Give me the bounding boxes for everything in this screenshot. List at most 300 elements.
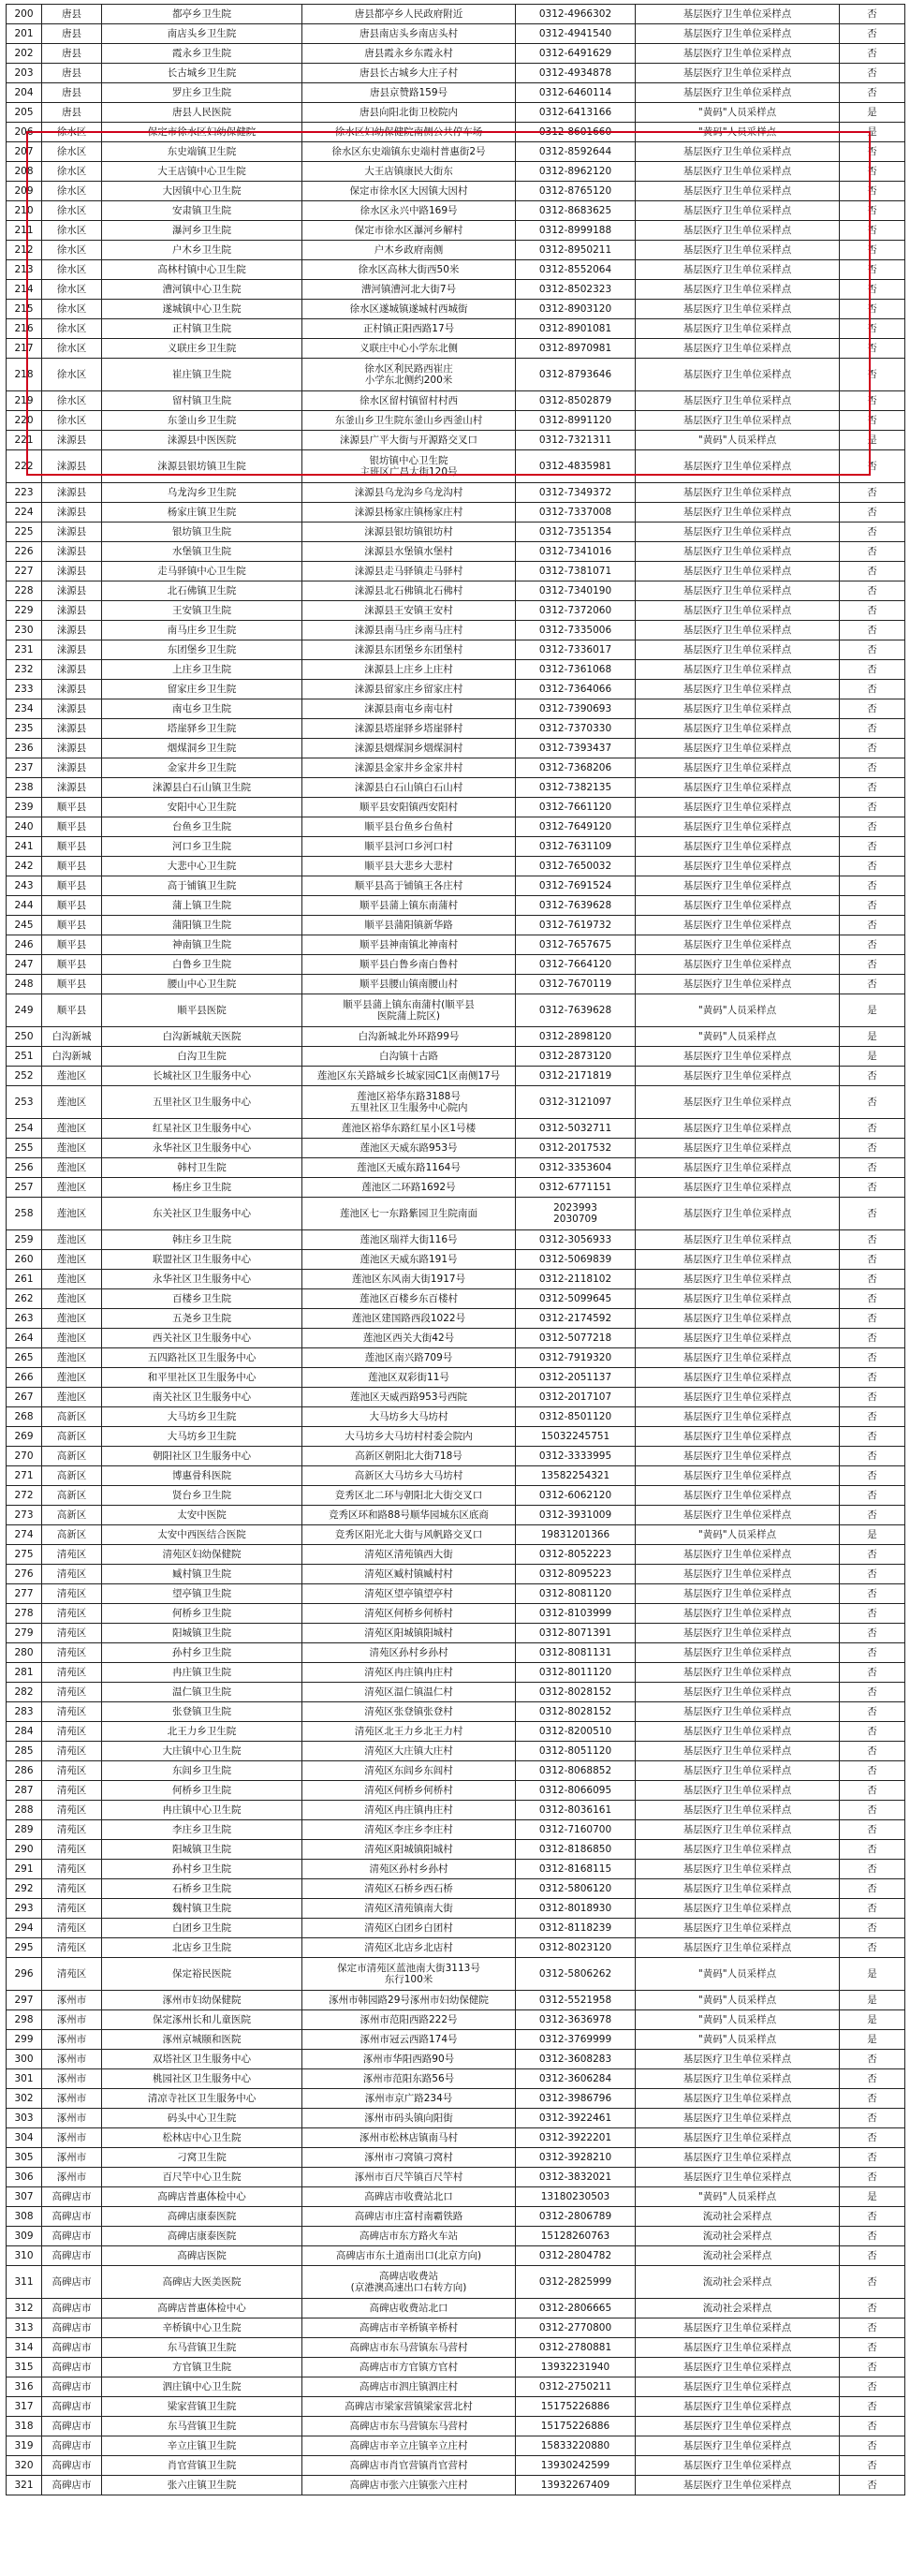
table-row — [7, 1486, 905, 1506]
cell-address: 涞源县北石佛镇北石佛村 — [302, 581, 516, 601]
cell-category: 基层医疗卫生单位采样点 — [636, 2148, 840, 2168]
cell-category: 基层医疗卫生单位采样点 — [636, 1742, 840, 1761]
cell-category: 基层医疗卫生单位采样点 — [636, 1119, 840, 1139]
cell-district: 涞源县 — [42, 758, 102, 778]
cell-no: 313 — [7, 2318, 42, 2338]
table-row — [7, 241, 905, 260]
cell-no: 296 — [7, 1958, 42, 1991]
cell-phone: 0312-7340190 — [516, 581, 636, 601]
cell-phone: 0312-7390693 — [516, 699, 636, 719]
cell-phone: 0312-8068852 — [516, 1761, 636, 1781]
cell-phone: 0312-8501120 — [516, 1407, 636, 1427]
cell-no: 209 — [7, 182, 42, 201]
cell-district: 莲池区 — [42, 1270, 102, 1289]
cell-no: 206 — [7, 123, 42, 142]
cell-category: 基层医疗卫生单位采样点 — [636, 778, 840, 798]
cell-flag: 否 — [840, 581, 905, 601]
cell-no: 256 — [7, 1158, 42, 1178]
cell-district: 清苑区 — [42, 1919, 102, 1938]
cell-phone: 0312-3333995 — [516, 1447, 636, 1466]
cell-no: 291 — [7, 1860, 42, 1879]
cell-district: 清苑区 — [42, 1761, 102, 1781]
cell-address: 高碑店市收费站北口 — [302, 2187, 516, 2207]
cell-category: 基层医疗卫生单位采样点 — [636, 523, 840, 542]
cell-address: 户木乡政府南侧 — [302, 241, 516, 260]
cell-district: 顺平县 — [42, 857, 102, 876]
cell-name: 太安中西医结合医院 — [102, 1525, 302, 1545]
cell-flag: 否 — [840, 1086, 905, 1119]
cell-address: 莲池区二环路1692号 — [302, 1178, 516, 1198]
table-row — [7, 162, 905, 182]
cell-category: 基层医疗卫生单位采样点 — [636, 2456, 840, 2476]
cell-no: 320 — [7, 2456, 42, 2476]
table-row — [7, 1158, 905, 1178]
cell-flag: 否 — [840, 817, 905, 837]
cell-phone: 0312-2804782 — [516, 2246, 636, 2266]
cell-category: 基层医疗卫生单位采样点 — [636, 1840, 840, 1860]
cell-no: 251 — [7, 1047, 42, 1067]
cell-flag: 否 — [840, 2227, 905, 2246]
cell-flag: 否 — [840, 1270, 905, 1289]
cell-district: 涿州市 — [42, 2089, 102, 2109]
cell-category: 基层医疗卫生单位采样点 — [636, 621, 840, 640]
cell-district: 清苑区 — [42, 1742, 102, 1761]
cell-phone: 2023993 2030709 — [516, 1198, 636, 1230]
cell-flag: 否 — [840, 1486, 905, 1506]
cell-flag: 否 — [840, 319, 905, 339]
cell-phone: 0312-8502323 — [516, 280, 636, 300]
cell-district: 涞源县 — [42, 431, 102, 450]
cell-district: 徐水区 — [42, 241, 102, 260]
table-row — [7, 1702, 905, 1722]
cell-name: 东闾乡卫生院 — [102, 1761, 302, 1781]
cell-category: 基层医疗卫生单位采样点 — [636, 1086, 840, 1119]
cell-district: 高碑店市 — [42, 2456, 102, 2476]
table-row — [7, 2168, 905, 2187]
table-row — [7, 1119, 905, 1139]
cell-no: 311 — [7, 2266, 42, 2299]
cell-name: 大因镇中心卫生院 — [102, 182, 302, 201]
cell-category: 基层医疗卫生单位采样点 — [636, 699, 840, 719]
cell-phone: 0312-6062120 — [516, 1486, 636, 1506]
cell-no: 266 — [7, 1368, 42, 1388]
cell-district: 涞源县 — [42, 680, 102, 699]
cell-name: 方官镇卫生院 — [102, 2358, 302, 2377]
cell-district: 涞源县 — [42, 739, 102, 758]
cell-flag: 否 — [840, 1781, 905, 1801]
cell-district: 莲池区 — [42, 1119, 102, 1139]
cell-no: 223 — [7, 483, 42, 503]
cell-district: 徐水区 — [42, 182, 102, 201]
cell-name: 涞源县银坊镇卫生院 — [102, 450, 302, 483]
table-row — [7, 955, 905, 975]
table-row — [7, 699, 905, 719]
cell-name: 南关社区卫生服务中心 — [102, 1388, 302, 1407]
cell-category: 基层医疗卫生单位采样点 — [636, 817, 840, 837]
cell-district: 高碑店市 — [42, 2246, 102, 2266]
cell-address: 涿州市码头镇向阳街 — [302, 2109, 516, 2128]
cell-address: 高碑店市方官镇方官村 — [302, 2358, 516, 2377]
cell-name: 高林村镇中心卫生院 — [102, 260, 302, 280]
table-row — [7, 680, 905, 699]
cell-address: 涿州市韩园路29号涿州市妇幼保健院 — [302, 1991, 516, 2010]
cell-flag: 否 — [840, 300, 905, 319]
table-row — [7, 391, 905, 411]
cell-flag: 否 — [840, 1584, 905, 1604]
cell-name: 高碑店普惠体检中心 — [102, 2187, 302, 2207]
cell-no: 308 — [7, 2207, 42, 2227]
cell-name: 贤台乡卫生院 — [102, 1486, 302, 1506]
cell-no: 293 — [7, 1899, 42, 1919]
cell-category: 基层医疗卫生单位采样点 — [636, 1761, 840, 1781]
cell-name: 白鲁乡卫生院 — [102, 955, 302, 975]
cell-phone: 0312-8552064 — [516, 260, 636, 280]
cell-address: 徐水区利民路西崔庄 小学东北侧约200米 — [302, 359, 516, 391]
cell-phone: 0312-8118239 — [516, 1919, 636, 1938]
cell-name: 南屯乡卫生院 — [102, 699, 302, 719]
table-row — [7, 2456, 905, 2476]
cell-phone: 0312-8200510 — [516, 1722, 636, 1742]
cell-no: 229 — [7, 601, 42, 621]
cell-name: 上庄乡卫生院 — [102, 660, 302, 680]
cell-phone: 0312-7335006 — [516, 621, 636, 640]
table-row — [7, 857, 905, 876]
cell-district: 清苑区 — [42, 1584, 102, 1604]
cell-category: 基层医疗卫生单位采样点 — [636, 221, 840, 241]
cell-phone: 0312-8592644 — [516, 142, 636, 162]
cell-name: 正村镇卫生院 — [102, 319, 302, 339]
cell-flag: 否 — [840, 450, 905, 483]
cell-no: 310 — [7, 2246, 42, 2266]
table-row — [7, 1230, 905, 1250]
cell-address: 大马坊乡大马坊村村委会院内 — [302, 1427, 516, 1447]
cell-name: 顺平县医院 — [102, 994, 302, 1027]
cell-district: 清苑区 — [42, 1860, 102, 1879]
cell-category: 基层医疗卫生单位采样点 — [636, 601, 840, 621]
table-row — [7, 2397, 905, 2417]
cell-name: 松林店中心卫生院 — [102, 2128, 302, 2148]
cell-no: 269 — [7, 1427, 42, 1447]
cell-flag: 否 — [840, 221, 905, 241]
cell-name: 唐县人民医院 — [102, 103, 302, 123]
cell-phone: 0312-7160700 — [516, 1820, 636, 1840]
cell-district: 高碑店市 — [42, 2266, 102, 2299]
cell-district: 徐水区 — [42, 319, 102, 339]
cell-address: 徐水区永兴中路169号 — [302, 201, 516, 221]
cell-no: 302 — [7, 2089, 42, 2109]
cell-phone: 0312-4966302 — [516, 5, 636, 24]
cell-category: 基层医疗卫生单位采样点 — [636, 955, 840, 975]
cell-name: 五尧乡卫生院 — [102, 1309, 302, 1329]
cell-address: 高碑店市肖官营镇肖官营村 — [302, 2456, 516, 2476]
table-row — [7, 1178, 905, 1198]
cell-category: 基层医疗卫生单位采样点 — [636, 1447, 840, 1466]
table-row — [7, 1919, 905, 1938]
cell-name: 和平里社区卫生服务中心 — [102, 1368, 302, 1388]
cell-category: 基层医疗卫生单位采样点 — [636, 2109, 840, 2128]
cell-phone: 0312-3928210 — [516, 2148, 636, 2168]
cell-name: 长古城乡卫生院 — [102, 64, 302, 83]
cell-district: 清苑区 — [42, 1604, 102, 1624]
cell-phone: 0312-7337008 — [516, 503, 636, 523]
cell-category: 基层医疗卫生单位采样点 — [636, 1047, 840, 1067]
cell-name: 东团堡乡卫生院 — [102, 640, 302, 660]
cell-address: 莲池区天威西路953号西院 — [302, 1388, 516, 1407]
cell-flag: 否 — [840, 523, 905, 542]
cell-no: 203 — [7, 64, 42, 83]
table-row — [7, 2436, 905, 2456]
cell-flag: 否 — [840, 1919, 905, 1938]
cell-name: 长城社区卫生服务中心 — [102, 1067, 302, 1086]
cell-flag: 是 — [840, 123, 905, 142]
cell-no: 286 — [7, 1761, 42, 1781]
cell-no: 254 — [7, 1119, 42, 1139]
cell-district: 顺平县 — [42, 916, 102, 935]
cell-category: 基层医疗卫生单位采样点 — [636, 1938, 840, 1958]
cell-phone: 0312-7368206 — [516, 758, 636, 778]
cell-phone: 0312-2898120 — [516, 1027, 636, 1047]
cell-flag: 否 — [840, 1820, 905, 1840]
cell-no: 295 — [7, 1938, 42, 1958]
cell-phone: 0312-7361068 — [516, 660, 636, 680]
cell-address: 唐县霞永乡东霞永村 — [302, 44, 516, 64]
cell-district: 徐水区 — [42, 300, 102, 319]
cell-category: 基层医疗卫生单位采样点 — [636, 1230, 840, 1250]
cell-no: 279 — [7, 1624, 42, 1643]
cell-phone: 15032245751 — [516, 1427, 636, 1447]
cell-phone: 0312-2171819 — [516, 1067, 636, 1086]
cell-phone: 0312-4835981 — [516, 450, 636, 483]
cell-address: 唐县南店头乡南店头村 — [302, 24, 516, 44]
cell-flag: 否 — [840, 1368, 905, 1388]
cell-category: 基层医疗卫生单位采样点 — [636, 5, 840, 24]
table-row — [7, 1722, 905, 1742]
table-row — [7, 2148, 905, 2168]
cell-name: 高于铺镇卫生院 — [102, 876, 302, 896]
cell-no: 259 — [7, 1230, 42, 1250]
cell-category: 基层医疗卫生单位采样点 — [636, 1820, 840, 1840]
cell-name: 白沟新城航天医院 — [102, 1027, 302, 1047]
cell-name: 东釜山乡卫生院 — [102, 411, 302, 431]
cell-no: 321 — [7, 2476, 42, 2495]
table-row — [7, 739, 905, 758]
cell-phone: 0312-3922461 — [516, 2109, 636, 2128]
cell-phone: 0312-7639628 — [516, 994, 636, 1027]
cell-address: 顺平县蒲阳镇新华路 — [302, 916, 516, 935]
cell-district: 徐水区 — [42, 142, 102, 162]
cell-category: 基层医疗卫生单位采样点 — [636, 680, 840, 699]
cell-phone: 0312-8950211 — [516, 241, 636, 260]
cell-district: 徐水区 — [42, 359, 102, 391]
cell-address: 莲池区七一东路紫园卫生院南面 — [302, 1198, 516, 1230]
cell-name: 联盟社区卫生服务中心 — [102, 1250, 302, 1270]
cell-flag: 否 — [840, 280, 905, 300]
cell-address: 莲池区天威东路1164号 — [302, 1158, 516, 1178]
cell-name: 银坊镇卫生院 — [102, 523, 302, 542]
cell-name: 何桥乡卫生院 — [102, 1781, 302, 1801]
cell-category: "黄码"人员采样点 — [636, 1991, 840, 2010]
cell-flag: 否 — [840, 1702, 905, 1722]
table-row — [7, 2227, 905, 2246]
cell-phone: 0312-8186850 — [516, 1840, 636, 1860]
cell-name: 涿州京城颐和医院 — [102, 2030, 302, 2050]
cell-name: 神南镇卫生院 — [102, 935, 302, 955]
cell-address: 涿州市范阳西路222号 — [302, 2010, 516, 2030]
cell-flag: 是 — [840, 1958, 905, 1991]
cell-no: 267 — [7, 1388, 42, 1407]
table-row — [7, 1991, 905, 2010]
cell-name: 温仁镇卫生院 — [102, 1683, 302, 1702]
cell-flag: 否 — [840, 2207, 905, 2227]
cell-district: 莲池区 — [42, 1289, 102, 1309]
cell-address: 莲池区建国路西段1022号 — [302, 1309, 516, 1329]
table-row — [7, 5, 905, 24]
cell-district: 徐水区 — [42, 201, 102, 221]
cell-name: 大马坊乡卫生院 — [102, 1427, 302, 1447]
cell-flag: 否 — [840, 1230, 905, 1250]
cell-district: 涞源县 — [42, 503, 102, 523]
table-row — [7, 876, 905, 896]
cell-address: 徐水区遂城镇遂城村西城街 — [302, 300, 516, 319]
cell-flag: 否 — [840, 142, 905, 162]
cell-address: 高碑店市泗庄镇泗庄村 — [302, 2377, 516, 2397]
cell-flag: 否 — [840, 359, 905, 391]
cell-phone: 0312-8683625 — [516, 201, 636, 221]
cell-flag: 否 — [840, 2338, 905, 2358]
table-row — [7, 1250, 905, 1270]
table-row — [7, 411, 905, 431]
table-row — [7, 2377, 905, 2397]
cell-address: 莲池区西关大街42号 — [302, 1329, 516, 1348]
cell-district: 涿州市 — [42, 2069, 102, 2089]
table-row — [7, 896, 905, 916]
cell-name: 蒲上镇卫生院 — [102, 896, 302, 916]
cell-category: "黄码"人员采样点 — [636, 431, 840, 450]
cell-phone: 0312-8052223 — [516, 1545, 636, 1565]
cell-phone: 13582254321 — [516, 1466, 636, 1486]
cell-district: 莲池区 — [42, 1250, 102, 1270]
cell-name: 高碑店康泰医院 — [102, 2207, 302, 2227]
cell-address: 涞源县留家庄乡留家庄村 — [302, 680, 516, 699]
cell-flag: 否 — [840, 857, 905, 876]
cell-flag: 是 — [840, 1991, 905, 2010]
cell-name: 西关社区卫生服务中心 — [102, 1329, 302, 1348]
cell-name: 留家庄乡卫生院 — [102, 680, 302, 699]
table-row — [7, 2417, 905, 2436]
cell-no: 261 — [7, 1270, 42, 1289]
cell-name: 北石佛镇卫生院 — [102, 581, 302, 601]
cell-category: 基层医疗卫生单位采样点 — [636, 359, 840, 391]
cell-district: 清苑区 — [42, 1820, 102, 1840]
cell-district: 涞源县 — [42, 660, 102, 680]
cell-flag: 否 — [840, 339, 905, 359]
cell-flag: 否 — [840, 935, 905, 955]
table-row — [7, 260, 905, 280]
table-row — [7, 1958, 905, 1991]
cell-category: 基层医疗卫生单位采样点 — [636, 660, 840, 680]
cell-flag: 否 — [840, 241, 905, 260]
table-row — [7, 1663, 905, 1683]
cell-district: 顺平县 — [42, 896, 102, 916]
cell-name: 走马驿镇中心卫生院 — [102, 562, 302, 581]
cell-flag: 否 — [840, 955, 905, 975]
cell-district: 徐水区 — [42, 411, 102, 431]
cell-district: 顺平县 — [42, 935, 102, 955]
cell-flag: 否 — [840, 837, 905, 857]
cell-category: 基层医疗卫生单位采样点 — [636, 1289, 840, 1309]
cell-flag: 否 — [840, 601, 905, 621]
cell-flag: 否 — [840, 660, 905, 680]
cell-category: 基层医疗卫生单位采样点 — [636, 1198, 840, 1230]
cell-category: 基层医疗卫生单位采样点 — [636, 201, 840, 221]
cell-no: 278 — [7, 1604, 42, 1624]
cell-district: 莲池区 — [42, 1309, 102, 1329]
cell-category: 基层医疗卫生单位采样点 — [636, 1604, 840, 1624]
table-row — [7, 1624, 905, 1643]
table-row — [7, 2010, 905, 2030]
cell-address: 涞源县白石山镇白石山村 — [302, 778, 516, 798]
cell-district: 徐水区 — [42, 123, 102, 142]
cell-address: 涞源县王安镇王安村 — [302, 601, 516, 621]
cell-phone: 0312-2780881 — [516, 2338, 636, 2358]
table-row — [7, 523, 905, 542]
cell-no: 277 — [7, 1584, 42, 1604]
cell-address: 莲池区东风南大街1917号 — [302, 1270, 516, 1289]
cell-address: 竞秀区环和路88号顺华园城东区底商 — [302, 1506, 516, 1525]
cell-district: 涞源县 — [42, 562, 102, 581]
table-row — [7, 1309, 905, 1329]
table-row — [7, 1027, 905, 1047]
cell-address: 莲池区双彩街11号 — [302, 1368, 516, 1388]
cell-no: 241 — [7, 837, 42, 857]
cell-no: 255 — [7, 1139, 42, 1158]
cell-no: 280 — [7, 1643, 42, 1663]
cell-address: 唐县京赞路159号 — [302, 83, 516, 103]
cell-no: 274 — [7, 1525, 42, 1545]
cell-name: 孙村乡卫生院 — [102, 1860, 302, 1879]
cell-address: 唐县向阳北街卫校院内 — [302, 103, 516, 123]
cell-address: 大马坊乡大马坊村 — [302, 1407, 516, 1427]
cell-address: 顺平县蒲上镇东南蒲村(顺平县 医院蒲上院区) — [302, 994, 516, 1027]
cell-phone: 0312-7364066 — [516, 680, 636, 699]
cell-no: 214 — [7, 280, 42, 300]
cell-address: 高碑店市东马营镇东马营村 — [302, 2338, 516, 2358]
table-body — [7, 5, 905, 2495]
cell-district: 高碑店市 — [42, 2207, 102, 2227]
cell-phone: 0312-8095223 — [516, 1565, 636, 1584]
cell-phone: 0312-7393437 — [516, 739, 636, 758]
cell-no: 231 — [7, 640, 42, 660]
cell-no: 216 — [7, 319, 42, 339]
table-row — [7, 1801, 905, 1820]
cell-district: 涞源县 — [42, 483, 102, 503]
cell-no: 212 — [7, 241, 42, 260]
cell-phone: 0312-7657675 — [516, 935, 636, 955]
cell-no: 224 — [7, 503, 42, 523]
table-row — [7, 2187, 905, 2207]
cell-flag: 否 — [840, 503, 905, 523]
cell-district: 涞源县 — [42, 621, 102, 640]
cell-no: 227 — [7, 562, 42, 581]
table-row — [7, 142, 905, 162]
cell-category: 基层医疗卫生单位采样点 — [636, 758, 840, 778]
cell-no: 222 — [7, 450, 42, 483]
cell-phone: 0312-3056933 — [516, 1230, 636, 1250]
cell-district: 高碑店市 — [42, 2397, 102, 2417]
cell-phone: 0312-3353604 — [516, 1158, 636, 1178]
cell-phone: 13932267409 — [516, 2476, 636, 2495]
cell-phone: 0312-7639628 — [516, 896, 636, 916]
